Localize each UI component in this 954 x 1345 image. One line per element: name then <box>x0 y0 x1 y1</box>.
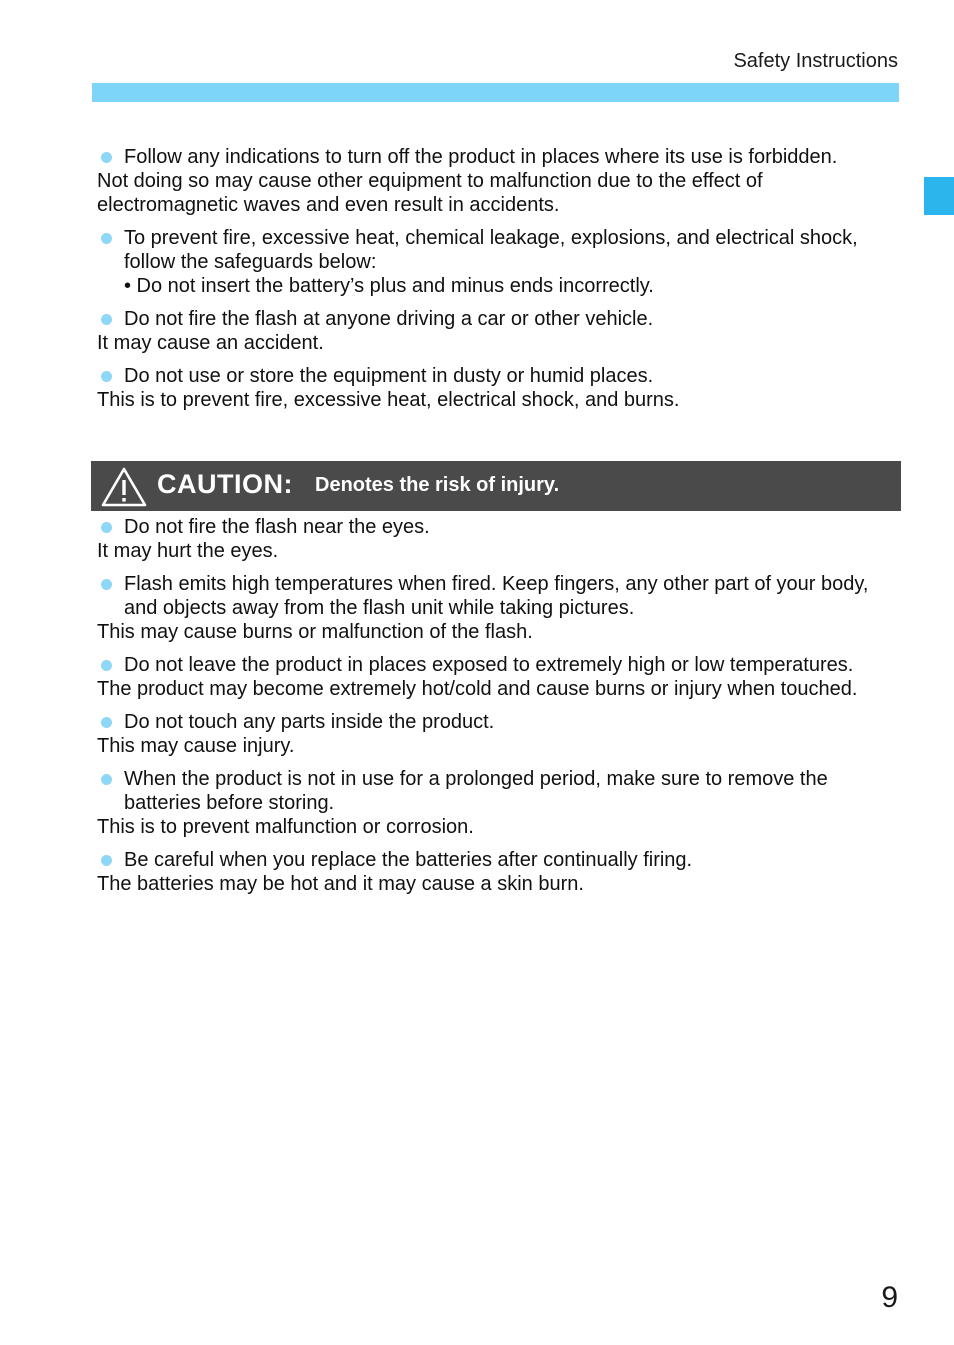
bullet-dot-icon <box>101 233 112 244</box>
bullet-dot-icon <box>101 855 112 866</box>
item-explanation: This may cause injury. <box>97 735 295 757</box>
item-explanation: Not doing so may cause other equipment to malfunction due to the effect of <box>97 170 763 192</box>
item-text: Follow any indications to turn off the product in places where its use is forbidden. <box>124 146 838 168</box>
item-text: Do not use or store the equipment in dusty or humid places. <box>124 365 654 387</box>
list-item <box>97 145 897 217</box>
caution-list <box>97 515 897 905</box>
page-number: 9 <box>881 1281 898 1314</box>
header-color-bar <box>92 83 899 102</box>
bullet-dot-icon <box>101 152 112 163</box>
item-text-continued: and objects away from the flash unit while taking pictures. <box>124 597 635 619</box>
bullet-dot-icon <box>101 660 112 671</box>
item-explanation: This is to prevent malfunction or corrosion. <box>97 816 474 838</box>
caution-label: CAUTION: <box>157 469 293 499</box>
list-item <box>97 307 897 355</box>
item-explanation: This may cause burns or malfunction of the flash. <box>97 621 533 643</box>
item-text: Be careful when you replace the batteries after continually firing. <box>124 849 693 871</box>
caution-banner <box>91 461 901 511</box>
list-item <box>97 848 897 896</box>
item-text: To prevent fire, excessive heat, chemical leakage, explosions, and electrical shock, <box>124 227 858 249</box>
caution-description: Denotes the risk of injury. <box>315 474 560 496</box>
item-text: Do not fire the flash near the eyes. <box>124 516 430 538</box>
item-text: Do not leave the product in places exposed to extremely high or low temperatures. <box>124 654 854 676</box>
item-text-continued: follow the safeguards below: <box>124 251 377 273</box>
bullet-dot-icon <box>101 314 112 325</box>
item-text: Do not touch any parts inside the product. <box>124 711 495 733</box>
bullet-dot-icon <box>101 371 112 382</box>
item-explanation: The product may become extremely hot/cold and cause burns or injury when touched. <box>97 678 858 700</box>
warning-list <box>97 145 897 421</box>
list-item <box>97 767 897 839</box>
item-text: Do not fire the flash at anyone driving a car or other vehicle. <box>124 308 654 330</box>
list-item <box>97 653 897 701</box>
bullet-dot-icon <box>101 579 112 590</box>
section-tab-marker <box>924 177 954 215</box>
item-subpoint: • Do not insert the battery’s plus and minus ends incorrectly. <box>124 275 654 297</box>
list-item <box>97 364 897 412</box>
bullet-dot-icon <box>101 774 112 785</box>
item-explanation: electromagnetic waves and even result in accidents. <box>97 194 560 216</box>
item-explanation: It may hurt the eyes. <box>97 540 279 562</box>
list-item <box>97 515 897 563</box>
list-item <box>97 710 897 758</box>
list-item <box>97 226 897 298</box>
list-item <box>97 572 897 644</box>
item-explanation: This is to prevent fire, excessive heat, electrical shock, and burns. <box>97 389 680 411</box>
item-explanation: It may cause an accident. <box>97 332 324 354</box>
bullet-dot-icon <box>101 522 112 533</box>
item-text-continued: batteries before storing. <box>124 792 335 814</box>
page-header-title: Safety Instructions <box>733 50 898 72</box>
item-explanation: The batteries may be hot and it may cause a skin burn. <box>97 873 584 895</box>
item-text: Flash emits high temperatures when fired. Keep fingers, any other part of your body, <box>124 573 869 595</box>
item-text: When the product is not in use for a prolonged period, make sure to remove the <box>124 768 828 790</box>
warning-triangle-icon <box>100 466 148 508</box>
bullet-dot-icon <box>101 717 112 728</box>
